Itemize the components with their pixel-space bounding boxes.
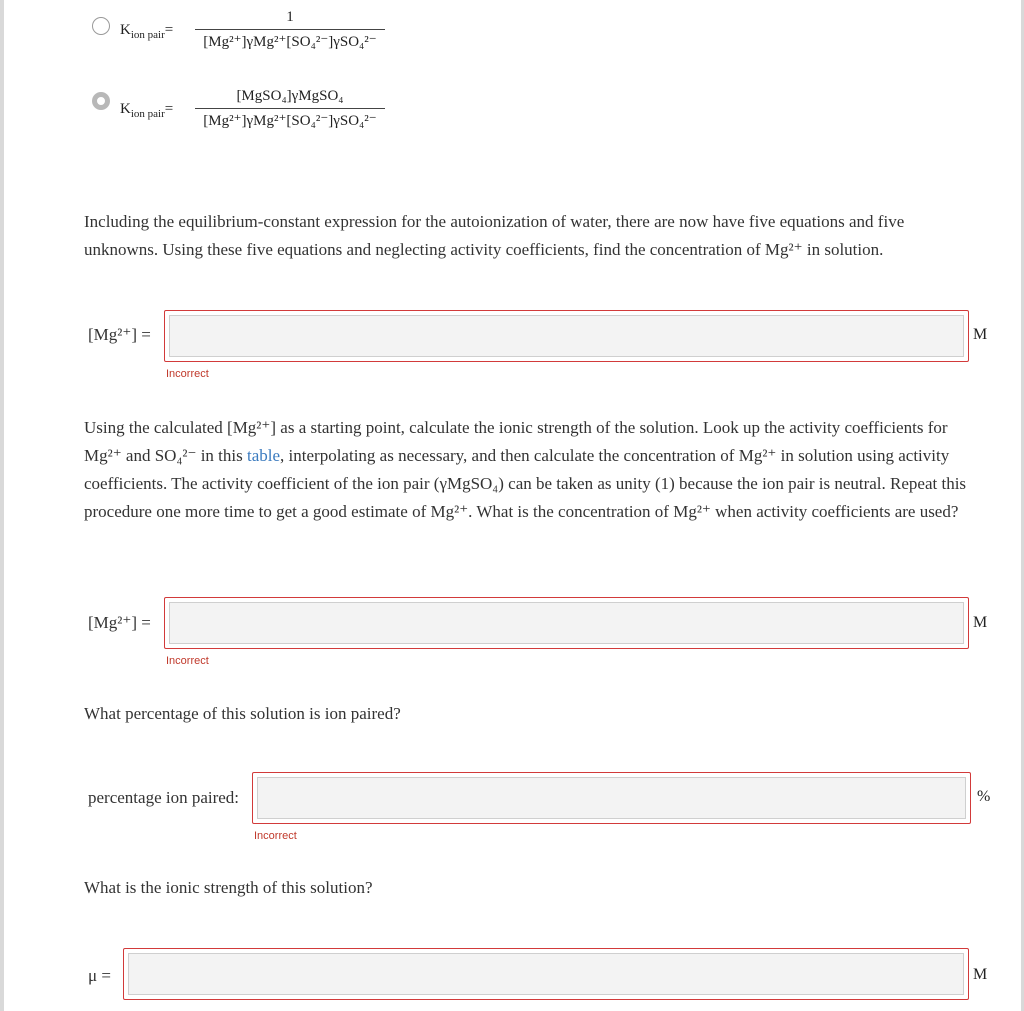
percentage-ion-paired-input[interactable] [252,772,971,824]
mg-concentration-label: [Mg²⁺] = [88,325,151,344]
question-percentage: What percentage of this solution is ion paired? [84,704,401,723]
incorrect-feedback: Incorrect [166,655,209,667]
option-1-denominator: [Mg²⁺]γMg²⁺[SO₄²⁻]γSO₄²⁻ [203,34,377,50]
option-1-radio[interactable] [92,17,110,35]
ionic-strength-label: μ = [88,966,111,985]
table-link[interactable]: table [247,446,281,465]
option-2-numerator: [MgSO₄]γMgSO₄ [236,88,344,104]
incorrect-feedback: Incorrect [166,368,209,380]
mg-concentration-input[interactable] [164,310,969,362]
option-2-denominator: [Mg²⁺]γMg²⁺[SO₄²⁻]γSO₄²⁻ [203,113,377,129]
unit-label: M [973,614,988,631]
option-2-fraction [195,88,385,130]
option-1-numerator: 1 [286,9,294,25]
question-ionic-strength: What is the ionic strength of this solution? [84,878,373,897]
percent-unit-label: % [977,788,991,805]
mg-activity-concentration-label: [Mg²⁺] = [88,613,151,632]
percentage-ion-paired-label: percentage ion paired: [88,788,240,807]
option-2-radio[interactable] [92,92,110,110]
ionic-strength-input[interactable] [123,948,969,1000]
instruction-paragraph-1: Including the equilibrium-constant expression for the autoionization of water, there are now have five equations and five unknowns. Using these five equations and neglecting activity coefficients, find the concentration of Mg²⁺ in solution. [84,212,905,259]
instruction-paragraph-2: Using the calculated [Mg²⁺] as a starting point, calculate the ionic strength of the solution. Look up the activity coefficients for Mg²⁺ and SO₄²⁻ in this table, interpolating as necessary, and then calculate the concentration of Mg²⁺ in solution using activity coefficients. The activity coefficient of the ion pair (γMgSO₄) can be taken as unity (1) because the ion pair is neutral. Repeat this procedure one more time to get a good estimate of Mg²⁺. What is the concentration of Mg²⁺ when activity coefficients are used? [84,418,967,521]
option-2-k-label: $K_{ion pair}=$ [120,101,174,120]
option-1-k-label: $K_{ion pair}=$ [120,22,174,41]
incorrect-feedback: Incorrect [254,830,297,842]
unit-label: M [973,966,988,983]
left-border [0,0,4,1011]
mg-activity-concentration-input[interactable] [164,597,969,649]
unit-label: M [973,326,988,343]
option-1-fraction [195,9,385,51]
